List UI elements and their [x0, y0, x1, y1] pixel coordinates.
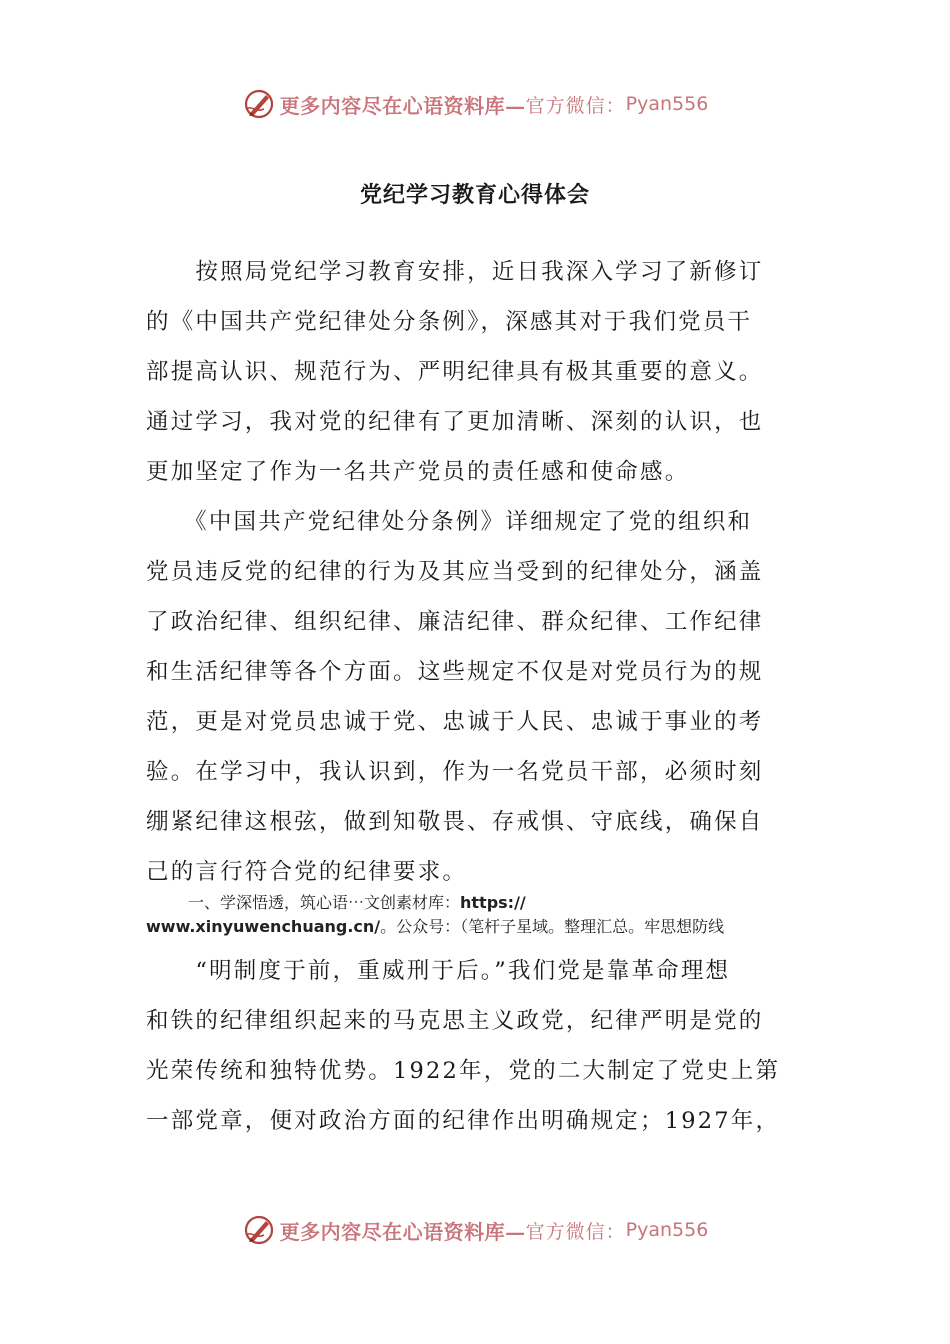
- note-text: 一、学深悟透，筑心语⋯文创素材库：: [188, 893, 461, 912]
- note-url: www.xinyuwenchuang.cn/: [146, 917, 381, 936]
- body-block-1: [146, 247, 788, 897]
- body-line: 了政治纪律、组织纪律、廉洁纪律、群众纪律、工作纪律: [146, 609, 764, 635]
- footer-banner: [0, 1210, 950, 1250]
- body-line: 党员违反党的纪律的行为及其应当受到的纪律处分，涵盖: [146, 559, 764, 585]
- body-line: 按照局党纪学习教育安排，近日我深入学习了新修订: [146, 259, 764, 285]
- body-line: 更加坚定了作为一名共产党员的责任感和使命感。: [146, 459, 690, 485]
- body-line: 一部党章，便对政治方面的纪律作出明确规定；1927年，: [146, 1108, 781, 1134]
- document-title: 党纪学习教育心得体会: [359, 182, 590, 208]
- body-line: 和生活纪律等各个方面。这些规定不仅是对党员行为的规: [146, 659, 764, 685]
- body-line: 验。在学习中，我认识到，作为一名党员干部，必须时刻: [146, 759, 764, 785]
- body-line: 范，更是对党员忠诚于党、忠诚于人民、忠诚于事业的考: [146, 709, 764, 735]
- banner-text: 更多内容尽在心语资料库—: [279, 1219, 526, 1244]
- body-line: 的《中国共产党纪律处分条例》，深感其对于我们党员干: [146, 309, 753, 335]
- pen-logo-icon: [242, 87, 276, 121]
- banner-wx-label: 官方微信：: [525, 1220, 626, 1243]
- note-line-1: [146, 891, 796, 915]
- watermark-note: [146, 891, 796, 939]
- body-line: 《中国共产党纪律处分条例》详细规定了党的组织和: [146, 509, 753, 535]
- body-block-2: [146, 946, 788, 1146]
- body-line: 光荣传统和独特优势。1922年，党的二大制定了党史上第: [146, 1058, 781, 1084]
- header-banner: [0, 84, 950, 124]
- note-text: 。公众号：（笔杆子星域。整理汇总。牢思想防线: [380, 917, 725, 936]
- body-line: 通过学习，我对党的纪律有了更加清晰、深刻的认识，也: [146, 409, 764, 435]
- banner-wx-id: Pyan556: [625, 93, 709, 115]
- body-line: “明制度于前，重威刑于后。”我们党是靠革命理想: [146, 958, 731, 984]
- banner-wx-label: 官方微信：: [525, 94, 626, 117]
- banner-text: 更多内容尽在心语资料库—: [279, 93, 526, 118]
- body-line: 部提高认识、规范行为、严明纪律具有极其重要的意义。: [146, 359, 764, 385]
- body-line: 己的言行符合党的纪律要求。: [146, 859, 468, 885]
- body-line: 绷紧纪律这根弦，做到知敬畏、存戒惧、守底线，确保自: [146, 809, 764, 835]
- pen-logo-icon: [242, 1213, 276, 1247]
- banner-wx-id: Pyan556: [625, 1219, 709, 1241]
- note-url: https://: [460, 893, 526, 912]
- note-line-2: [146, 915, 796, 939]
- body-line: 和铁的纪律组织起来的马克思主义政党，纪律严明是党的: [146, 1008, 764, 1034]
